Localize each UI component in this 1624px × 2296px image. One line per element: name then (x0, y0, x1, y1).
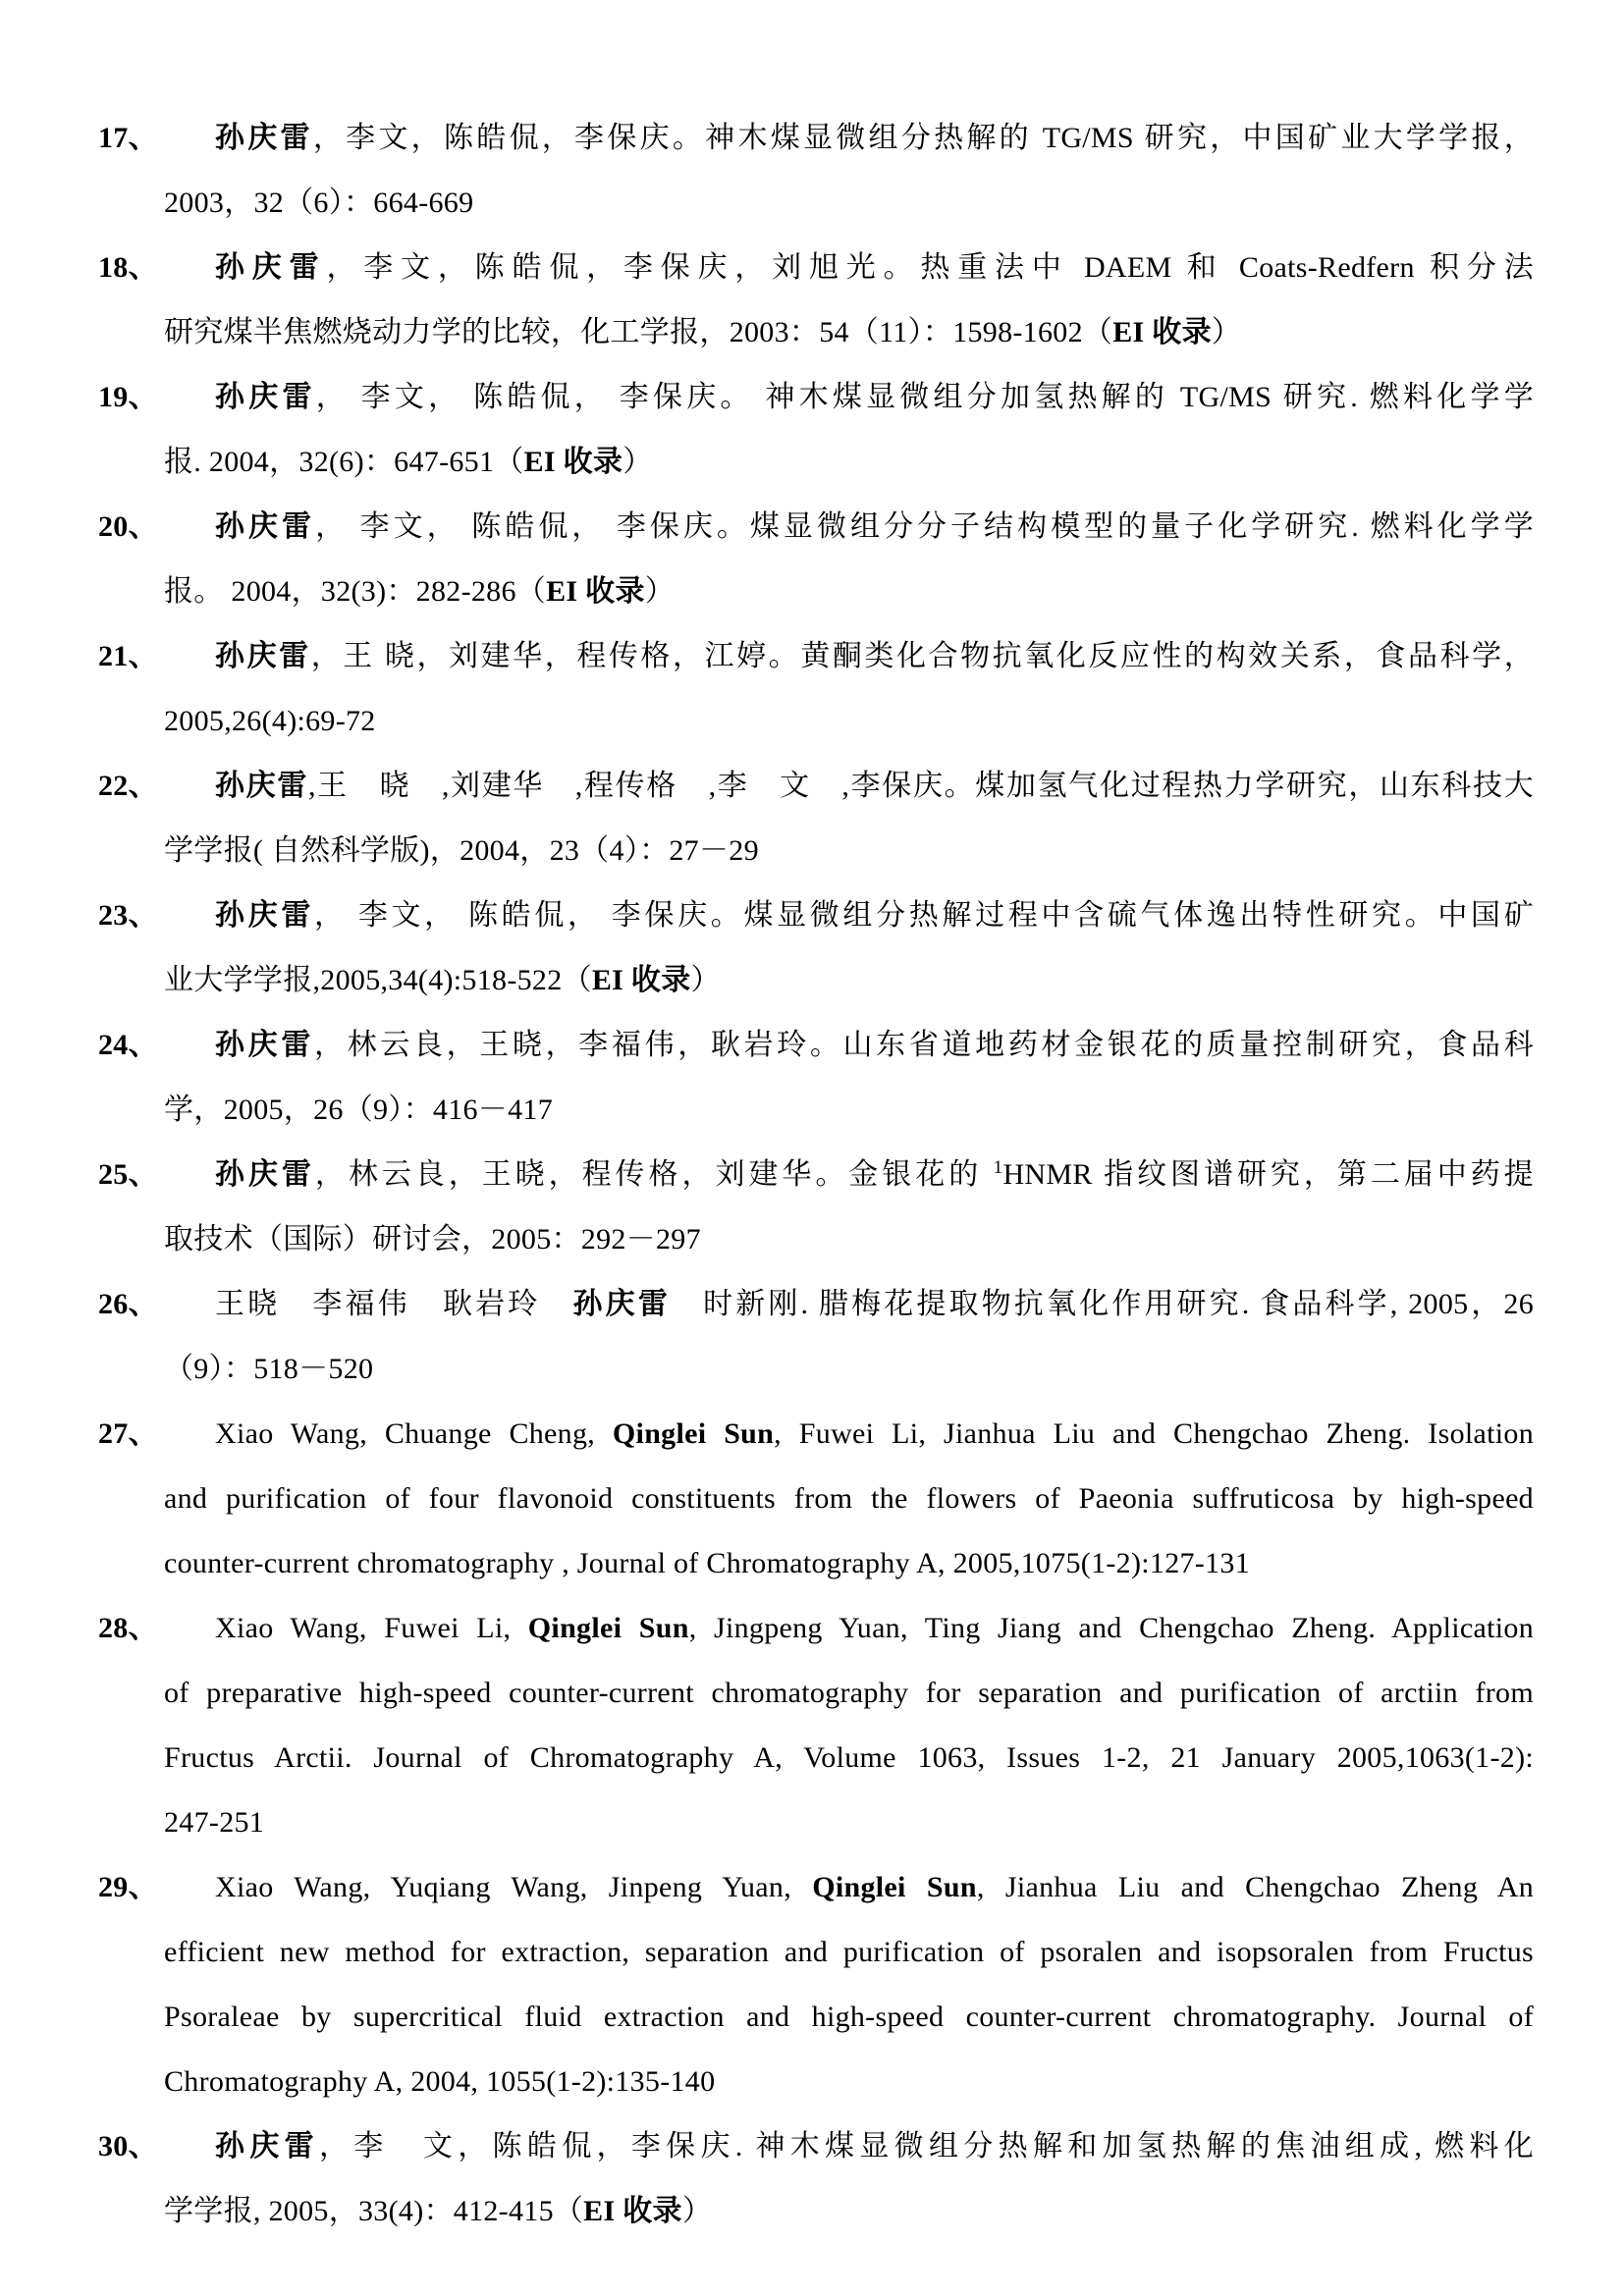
reference-line (164, 819, 1534, 883)
reference-line (164, 1790, 1534, 1855)
ei-indexed-label: EI 收录 (1112, 316, 1212, 348)
reference-text: , Jianhua Liu and Chengchao Zheng An (976, 1871, 1534, 1903)
reference-text: 报. 2004，32(6)：647-651（ (164, 446, 524, 478)
reference-text: 2003，32（6）：664-669 (164, 187, 474, 219)
reference-author-highlight: 孙庆雷 (215, 2130, 319, 2163)
reference-line (164, 1726, 1534, 1790)
reference-item (98, 2114, 1534, 2244)
reference-number: 18、 (98, 251, 158, 284)
reference-number: 20、 (98, 510, 158, 543)
reference-text: ，李文，陈皓侃，李保庆，刘旭光。热重法中 DAEM 和 Coats-Redfern 积分法 (326, 251, 1534, 284)
reference-line (164, 2050, 1534, 2114)
reference-text: ，林云良，王晓，程传格，刘建华。金银花的 (314, 1158, 994, 1191)
reference-text: Chromatography A, 2004, 1055(1-2):135-140 (164, 2065, 716, 2098)
reference-text: efficient new method for extraction, separation and purification of psoralen and isopsoralen from Fructus (164, 1936, 1534, 1968)
reference-line (164, 948, 1534, 1013)
reference-author-highlight: 孙庆雷 (215, 770, 309, 802)
reference-author-highlight: 孙庆雷 (215, 381, 316, 413)
reference-text: ） (623, 446, 653, 478)
reference-number: 26、 (98, 1288, 158, 1320)
reference-number: 28、 (98, 1612, 158, 1644)
reference-text: ，李 文，陈皓侃，李保庆. 神木煤显微组分热解和加氢热解的焦油组成, 燃料化 (318, 2130, 1535, 2163)
reference-text: and purification of four flavonoid constituents from the flowers of Paeonia suffruticosa by high-speed (164, 1482, 1534, 1515)
reference-number: 24、 (98, 1029, 158, 1061)
reference-item (98, 1402, 1534, 1596)
reference-text: ） (644, 575, 676, 608)
reference-line (164, 1920, 1534, 1985)
reference-text: Psoraleae by supercritical fluid extraction and high-speed counter-current chromatography. Journal of (164, 2001, 1534, 2033)
reference-line (215, 1013, 1534, 1078)
reference-number: 22、 (98, 770, 158, 802)
reference-author-highlight: Qinglei Sun (812, 1871, 977, 1903)
reference-list (98, 106, 1534, 2244)
reference-line (215, 1596, 1534, 1661)
reference-text: 时新刚. 腊梅花提取物抗氧化作用研究. 食品科学, 2005，26 (670, 1288, 1534, 1320)
reference-author-highlight: 孙庆雷 (215, 640, 311, 672)
reference-line (215, 106, 1534, 171)
reference-line (164, 430, 1534, 495)
reference-item (98, 365, 1534, 495)
reference-text: counter-current chromatography , Journal of Chromatography A, 2005,1075(1-2):127-131 (164, 1547, 1250, 1579)
reference-author-highlight: 孙庆雷 (215, 122, 313, 154)
reference-text: ,王 晓 ,刘建华 ,程传格 ,李 文 ,李保庆。煤加氢气化过程热力学研究，山东科技大 (308, 770, 1534, 802)
ei-indexed-label: EI 收录 (583, 2195, 682, 2227)
ei-indexed-label: EI 收录 (546, 575, 645, 608)
reference-text: ） (1211, 316, 1242, 348)
reference-text: ， 李文， 陈皓侃， 李保庆。煤显微组分分子结构模型的量子化学研究. 燃料化学学 (315, 510, 1535, 543)
reference-author-highlight: 孙庆雷 (215, 251, 327, 284)
reference-line (215, 624, 1534, 689)
reference-line (215, 1402, 1534, 1467)
ei-indexed-label: EI 收录 (523, 446, 623, 478)
reference-author-highlight: Qinglei Sun (527, 1612, 689, 1644)
reference-text: 247-251 (164, 1806, 265, 1839)
reference-line (215, 2114, 1534, 2179)
reference-number: 30、 (98, 2130, 158, 2163)
reference-text: 王晓 李福伟 耿岩玲 (215, 1288, 573, 1320)
reference-line (215, 365, 1534, 430)
reference-number: 25、 (98, 1158, 158, 1191)
reference-item (98, 754, 1534, 883)
reference-line (164, 1207, 1534, 1272)
reference-text: , Fuwei Li, Jianhua Liu and Chengchao Zheng. Isolation (774, 1417, 1534, 1450)
reference-text: ， 李文， 陈皓侃， 李保庆。 神木煤显微组分加氢热解的 TG/MS 研究. 燃料化学学 (315, 381, 1534, 413)
reference-author-highlight: 孙庆雷 (572, 1288, 671, 1320)
reference-author-highlight: 孙庆雷 (215, 899, 314, 932)
reference-author-highlight: Qinglei Sun (612, 1417, 775, 1450)
reference-text: 学，2005，26（9）：416－417 (164, 1094, 553, 1126)
reference-text: , Jingpeng Yuan, Ting Jiang and Chengchao Zheng. Application (688, 1612, 1534, 1644)
reference-author-highlight: 孙庆雷 (215, 510, 316, 543)
reference-text: Xiao Wang, Yuqiang Wang, Jinpeng Yuan, (215, 1871, 813, 1903)
reference-text: of preparative high-speed counter-current chromatography for separation and purification of arctiin from (164, 1677, 1534, 1709)
reference-item (98, 1013, 1534, 1143)
reference-item (98, 1272, 1534, 1402)
reference-number: 19、 (98, 381, 158, 413)
reference-item (98, 106, 1534, 236)
reference-text: ） (681, 2195, 713, 2227)
reference-text: 学学报, 2005，33(4)：412-415（ (164, 2195, 584, 2227)
reference-line (164, 300, 1534, 365)
reference-text: 学学报( 自然科学版)，2004，23（4）：27－29 (164, 834, 759, 867)
reference-text: ） (690, 964, 721, 996)
ei-indexed-label: EI 收录 (591, 964, 691, 996)
reference-line (164, 1985, 1534, 2050)
reference-author-highlight: 孙庆雷 (215, 1158, 315, 1191)
reference-number: 27、 (98, 1417, 158, 1450)
reference-line (164, 171, 1534, 236)
reference-line (215, 754, 1534, 819)
reference-line (164, 1337, 1534, 1402)
reference-item (98, 1855, 1534, 2114)
reference-number: 29、 (98, 1871, 158, 1903)
reference-text: 2005,26(4):69-72 (164, 705, 376, 737)
reference-line (164, 1467, 1534, 1531)
reference-text: ，林云良，王晓，李福伟，耿岩玲。山东省道地药材金银花的质量控制研究，食品科 (313, 1029, 1534, 1061)
reference-text: 取技术（国际）研讨会，2005：292－297 (164, 1223, 701, 1255)
reference-line (215, 883, 1534, 948)
reference-line (215, 236, 1534, 300)
reference-item (98, 624, 1534, 754)
reference-line (164, 1661, 1534, 1726)
superscript: 1 (993, 1157, 1003, 1178)
reference-text: Xiao Wang, Chuange Cheng, (215, 1417, 613, 1450)
reference-number: 21、 (98, 640, 158, 672)
reference-text: 业大学学报,2005,34(4):518-522（ (164, 964, 592, 996)
reference-text: 报。 2004，32(3)：282-286（ (164, 575, 547, 608)
reference-text: ，王 晓，刘建华，程传格，江婷。黄酮类化合物抗氧化反应性的构效关系，食品科学， (310, 640, 1534, 672)
reference-text: Xiao Wang, Fuwei Li, (215, 1612, 528, 1644)
reference-item (98, 495, 1534, 624)
reference-item (98, 236, 1534, 365)
reference-line (215, 1143, 1534, 1207)
reference-line (164, 689, 1534, 754)
reference-item (98, 1143, 1534, 1272)
reference-text: （9）：518－520 (164, 1353, 374, 1385)
reference-number: 17、 (98, 122, 158, 154)
reference-line (215, 1272, 1534, 1337)
reference-line (164, 2179, 1534, 2244)
reference-line (164, 1531, 1534, 1596)
reference-text: HNMR 指纹图谱研究，第二届中药提 (1002, 1158, 1534, 1191)
reference-line (215, 1855, 1534, 1920)
reference-item (98, 1596, 1534, 1855)
reference-item (98, 883, 1534, 1013)
reference-line (215, 495, 1534, 560)
reference-text: ， 李文， 陈皓侃， 李保庆。煤显微组分热解过程中含硫气体逸出特性研究。中国矿 (314, 899, 1534, 932)
reference-number: 23、 (98, 899, 158, 932)
reference-line (164, 560, 1534, 624)
reference-text: Fructus Arctii. Journal of Chromatography A, Volume 1063, Issues 1-2, 21 January 2005,1063(1-2): (164, 1741, 1534, 1774)
reference-text: ，李文，陈皓侃，李保庆。神木煤显微组分热解的 TG/MS 研究，中国矿业大学学报， (312, 122, 1535, 154)
reference-line (164, 1078, 1534, 1143)
reference-author-highlight: 孙庆雷 (215, 1029, 314, 1061)
reference-text: 研究煤半焦燃烧动力学的比较，化工学报，2003：54（11）：1598-1602（ (164, 316, 1113, 348)
